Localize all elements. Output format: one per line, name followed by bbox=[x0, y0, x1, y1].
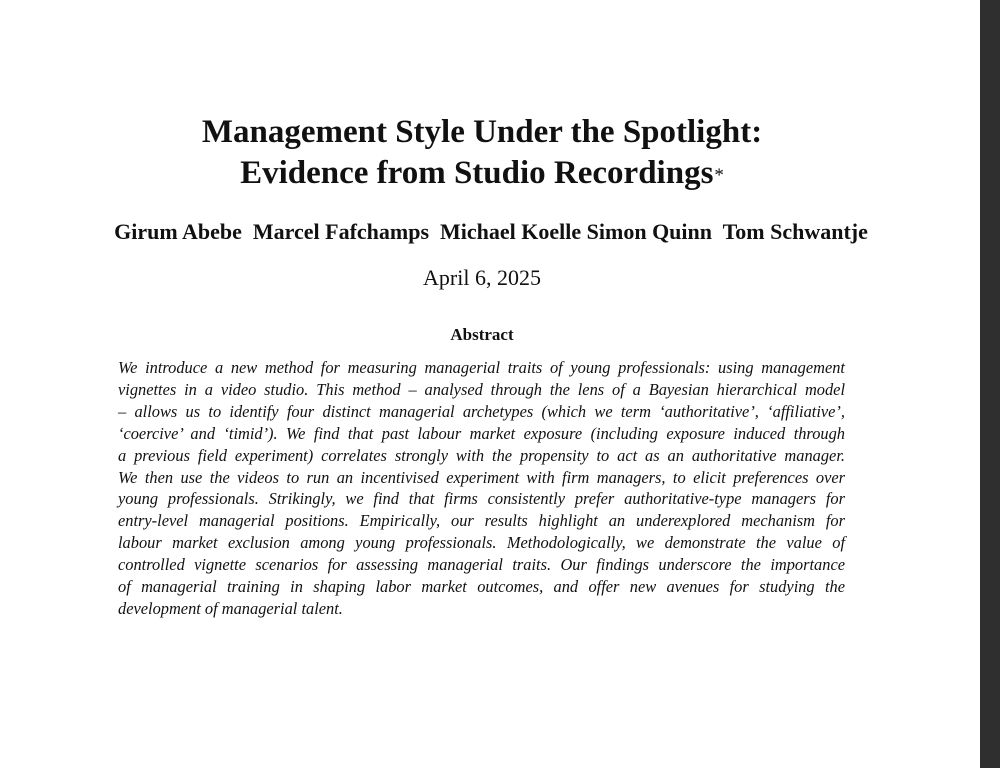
abstract-line: vignettes in a video studio. This method – analysed through the lens of a Bayesian hierarchical model bbox=[118, 379, 845, 399]
title-line-2-text: Evidence from Studio Recordings bbox=[240, 155, 714, 191]
abstract-line: We introduce a new method for measuring managerial traits of young professionals: using management bbox=[118, 358, 845, 377]
paper-title bbox=[0, 112, 964, 194]
abstract-heading: Abstract bbox=[450, 325, 514, 344]
author-name: Simon Quinn bbox=[586, 219, 712, 244]
abstract-line: of managerial training in shaping labor market outcomes, and offer new avenues for studying the bbox=[118, 577, 845, 597]
title-footnote-mark[interactable]: * bbox=[714, 165, 724, 186]
author-list bbox=[0, 218, 982, 246]
title-line-2 bbox=[0, 153, 964, 194]
abstract-line: young professionals. Strikingly, we find that firms consistently prefer authoritative-type managers for bbox=[118, 489, 845, 509]
abstract-line: a previous field experiment) correlates strongly with the propensity to act as an authoritative manager. bbox=[118, 445, 845, 465]
title-line-1: Management Style Under the Spotlight: bbox=[201, 114, 763, 150]
abstract-line: development of managerial talent. bbox=[118, 598, 343, 618]
author-name: Tom Schwantje bbox=[722, 219, 868, 244]
abstract-body bbox=[118, 357, 845, 620]
abstract-line: ‘coercive’ and ‘timid’). We find that past labour market exposure (including exposure induced through bbox=[118, 423, 845, 443]
viewer-scrollbar-edge[interactable] bbox=[980, 0, 1000, 768]
author-name: Girum Abebe bbox=[114, 219, 242, 244]
abstract-line: We then use the videos to run an incentivised experiment with firm managers, to elicit preferences over bbox=[118, 467, 845, 487]
paper-date: April 6, 2025 bbox=[423, 265, 541, 290]
abstract-line: entry-level managerial positions. Empirically, our results highlight an underexplored mechanism for bbox=[118, 511, 845, 531]
abstract-line: labour market exclusion among young professionals. Methodologically, we demonstrate the value of bbox=[118, 533, 845, 553]
author-name: Marcel Fafchamps bbox=[252, 219, 430, 244]
author-name: Michael Koelle bbox=[440, 219, 582, 244]
abstract-line: – allows us to identify four distinct managerial archetypes (which we term ‘authoritative’, ‘affiliative’, bbox=[118, 401, 845, 421]
abstract-line: controlled vignette scenarios for assessing managerial traits. Our findings underscore the importance bbox=[118, 555, 845, 575]
